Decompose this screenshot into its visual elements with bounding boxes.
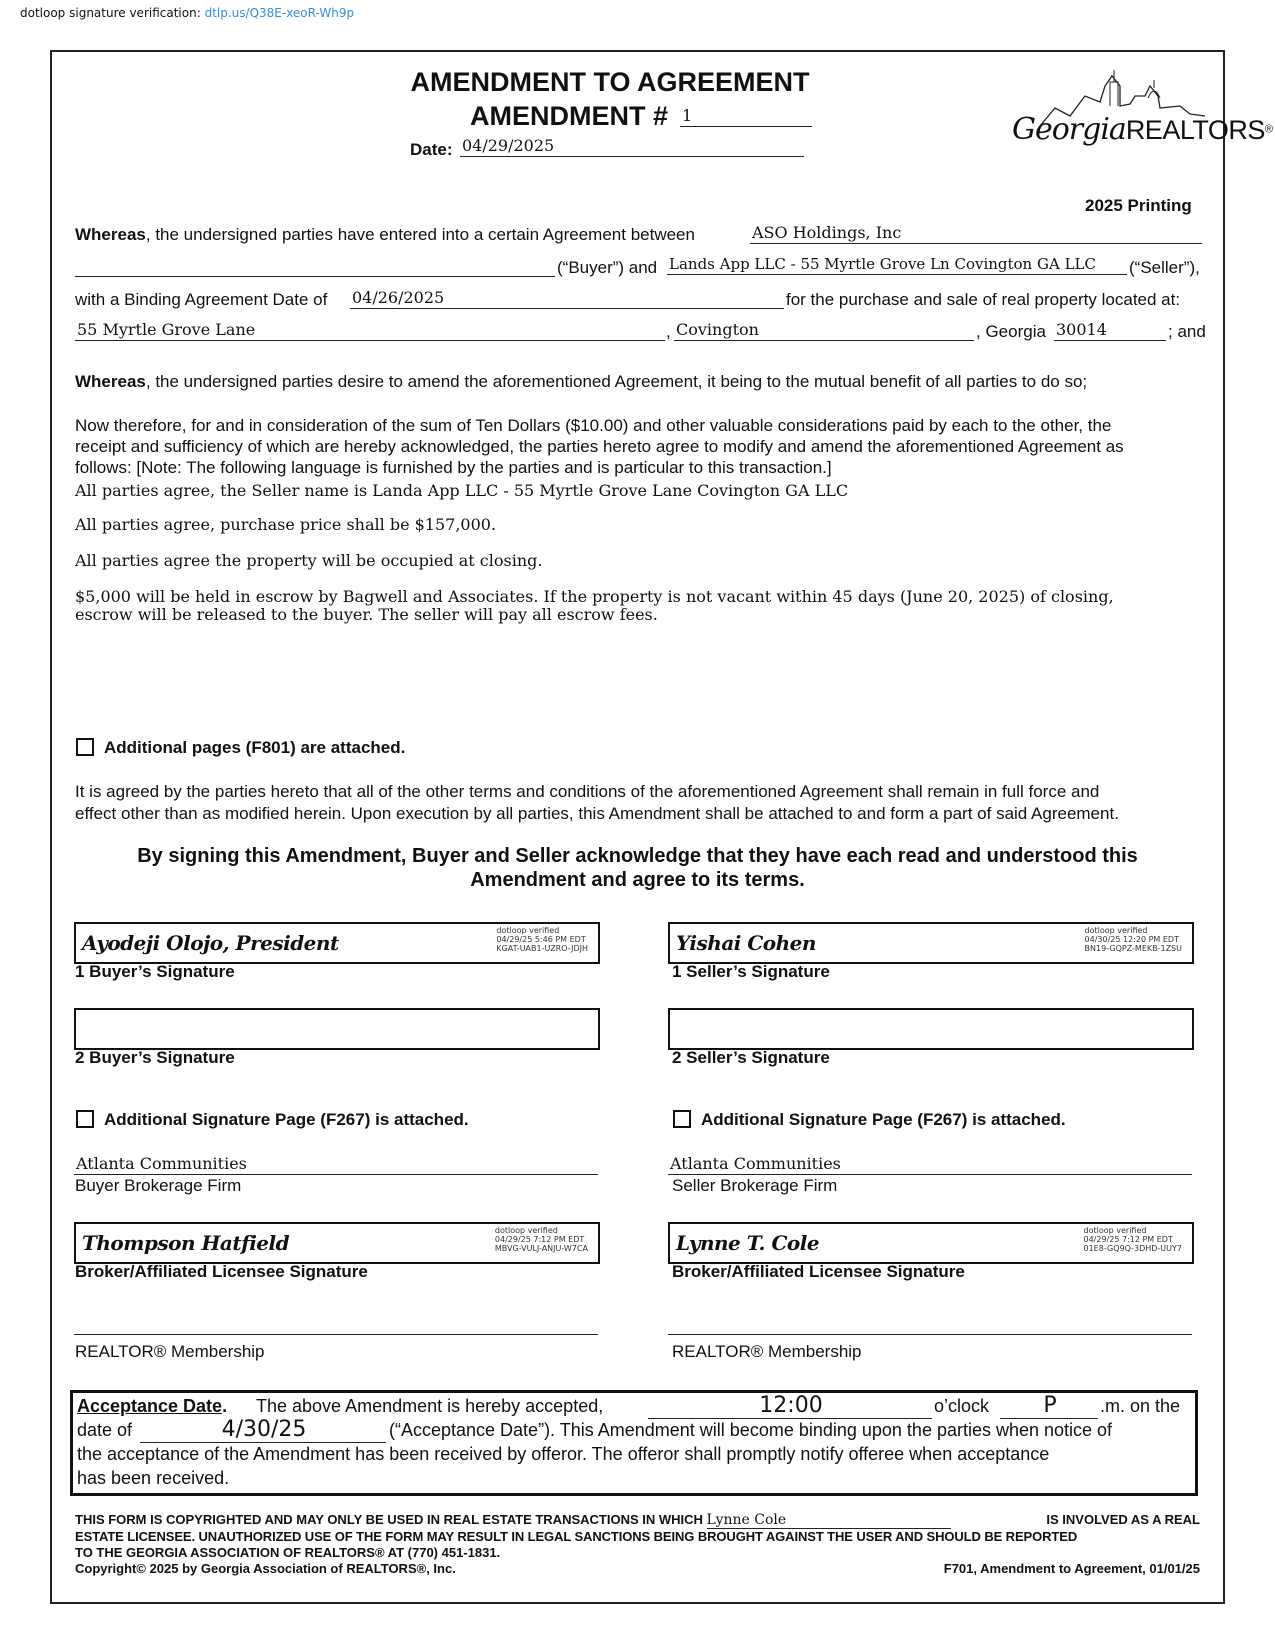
form-id: F701, Amendment to Agreement, 01/01/25 <box>943 1561 1200 1576</box>
seller-label: (“Seller”), <box>1129 258 1200 277</box>
verification-link[interactable]: dtlp.us/Q38E-xeoR-Wh9p <box>204 6 355 20</box>
acceptance-m-on-the: .m. on the <box>1100 1396 1181 1416</box>
buyer1-signature-label: 1 Buyer’s Signature <box>75 962 235 981</box>
seller-realtor-membership-label: REALTOR® Membership <box>672 1342 862 1361</box>
acceptance-text3: the acceptance of the Amendment has been received by offeror. The offeror shall promptly notify offeree when acceptance <box>77 1444 1050 1464</box>
acknowledge-line1: By signing this Amendment, Buyer and Seller acknowledge that they have each read and understood this <box>137 845 1138 867</box>
term-seller-name: All parties agree, the Seller name is Landa App LLC - 55 Myrtle Grove Lane Covington GA LLC <box>75 481 849 500</box>
purchase-label: for the purchase and sale of real property located at: <box>786 290 1181 309</box>
amendment-terms[interactable] <box>75 482 1215 624</box>
now-therefore-line1: Now therefore, for and in consideration of the sum of Ten Dollars ($10.00) and other valuable considerations paid by each to the other, the <box>75 416 1112 435</box>
binding-date-field[interactable]: 04/26/2025 <box>350 288 784 309</box>
seller1-signature-label: 1 Seller’s Signature <box>672 962 830 981</box>
seller1-signature: Yishai Cohen <box>676 931 816 955</box>
date-label: Date: <box>410 140 453 159</box>
acceptance-text1: The above Amendment is hereby accepted, <box>256 1396 604 1416</box>
buyer-name-field[interactable]: ASO Holdings, Inc <box>750 223 1202 244</box>
whereas-mutual-benefit: Whereas, the undersigned parties desire to amend the aforementioned Agreement, it being to the mutual benefit of all parties to do so; <box>75 372 1088 391</box>
verification-bar <box>20 6 354 20</box>
logo-realtors: REALTORS <box>1125 115 1265 145</box>
seller-additional-signature-label: Additional Signature Page (F267) is attached. <box>701 1110 1066 1129</box>
whereas-intro: Whereas, the undersigned parties have entered into a certain Agreement between <box>75 225 695 244</box>
and-label: ; and <box>1168 322 1206 341</box>
now-therefore-line2: receipt and sufficiency of which are hereby acknowledged, the parties hereto agree to modify and amend the aforementioned Agreement as <box>75 437 1124 456</box>
seller-brokerage-firm-label: Seller Brokerage Firm <box>672 1176 838 1195</box>
buyer-broker-signature-label: Broker/Affiliated Licensee Signature <box>75 1262 368 1281</box>
buyer-realtor-membership-label: REALTOR® Membership <box>75 1342 265 1361</box>
seller2-signature-label: 2 Seller’s Signature <box>672 1048 830 1067</box>
buyer-name-continuation-line <box>75 276 555 277</box>
seller-additional-signature-checkbox[interactable] <box>673 1110 691 1128</box>
acceptance-text4: has been received. <box>77 1468 230 1488</box>
buyer-additional-signature-checkbox[interactable] <box>76 1110 94 1128</box>
acceptance-title: Acceptance Date. <box>77 1396 228 1416</box>
licensee-field[interactable]: Lynne Cole <box>707 1512 951 1529</box>
footer-copyright-notice: THIS FORM IS COPYRIGHTED AND MAY ONLY BE USED IN REAL ESTATE TRANSACTIONS IN WHICH Lynne Cole IS INVOLVED AS A REAL ESTATE LICENSEE. UNAUTHORIZED USE OF THE FORM MAY RESULT IN LEGAL SANCTIONS BEING BROUGHT AGAINST THE USER AND SHOULD BE REPORTED TO THE GEORGIA ASSOCIATION OF REALTORS® AT (770) 451-1831. Copyright© 2025 by Georgia Association of REALTORS®, Inc. F701, Amendment to Agreement, 01/01/25 <box>75 1512 1200 1576</box>
seller1-signature-box[interactable] <box>668 922 1194 964</box>
georgia-realtors-logo <box>1010 66 1273 166</box>
term-purchase-price: All parties agree, purchase price shall be $157,000. <box>75 515 497 534</box>
acknowledge-line2: Amendment and agree to its terms. <box>470 869 805 891</box>
city-field[interactable]: Covington <box>674 320 974 341</box>
now-therefore-line3: follows: [Note: The following language is furnished by the parties and is particular to this transaction.] <box>75 458 832 477</box>
logo-reg: ® <box>1264 123 1273 136</box>
form-border <box>50 50 1225 1604</box>
term-occupied: All parties agree the property will be occupied at closing. <box>75 551 543 570</box>
printing-year: 2025 Printing <box>1085 196 1192 215</box>
acceptance-date-of: date of <box>77 1420 133 1440</box>
seller-broker-signature-label: Broker/Affiliated Licensee Signature <box>672 1262 965 1281</box>
buyer-brokerage-firm-field[interactable]: Atlanta Communities <box>74 1154 598 1175</box>
term-escrow-line1: $5,000 will be held in escrow by Bagwell and Associates. If the property is not vacant within 45 days (June 20, 2025) of closing, <box>75 587 1114 606</box>
logo-georgia: Georgia <box>1012 112 1126 147</box>
buyer-brokerage-firm-label: Buyer Brokerage Firm <box>75 1176 242 1195</box>
remain-line2: effect other than as modified herein. Upon execution by all parties, this Amendment shall be attached to and form a part of said Agreement. <box>75 804 1119 823</box>
buyer1-signature-box[interactable] <box>74 922 600 964</box>
amendment-number-field[interactable]: 1 <box>680 106 812 127</box>
term-escrow-line2: escrow will be released to the buyer. The seller will pay all escrow fees. <box>75 605 658 624</box>
acceptance-date-field[interactable]: 4/30/25 <box>140 1418 386 1443</box>
zip-field[interactable]: 30014 <box>1054 320 1166 341</box>
binding-label: with a Binding Agreement Date of <box>75 290 328 309</box>
seller-brokerage-firm-field[interactable]: Atlanta Communities <box>668 1154 1192 1175</box>
seller-broker-verification: dotloop verified 04/29/25 7:12 PM EDT 01E8-GQ9Q-3DHD-UUY7 <box>1083 1226 1182 1253</box>
address-comma: , <box>666 322 671 341</box>
acceptance-time-field[interactable]: 12:00 <box>648 1394 932 1419</box>
state-label: , Georgia <box>976 322 1046 341</box>
seller-realtor-membership-line[interactable] <box>668 1334 1192 1335</box>
acceptance-text2: (“Acceptance Date”). This Amendment will become binding upon the parties when notice of <box>389 1420 1113 1440</box>
seller-name-field[interactable]: Lands App LLC - 55 Myrtle Grove Ln Covington GA LLC <box>667 254 1127 275</box>
form-title: AMENDMENT TO AGREEMENT <box>410 67 810 97</box>
buyer-broker-signature: Thompson Hatfield <box>82 1231 290 1255</box>
acceptance-oclock: o’clock <box>934 1396 990 1416</box>
seller1-verification: dotloop verified 04/30/25 12:20 PM EDT BN19-GQPZ-MEKB-1ZSU <box>1084 926 1182 953</box>
buyer-label: (“Buyer”) and <box>557 258 658 277</box>
verification-label: dotloop signature verification: <box>20 6 201 20</box>
seller-broker-signature: Lynne T. Cole <box>676 1231 820 1255</box>
seller-broker-signature-box[interactable] <box>668 1222 1194 1264</box>
seller2-signature-box[interactable] <box>668 1008 1194 1050</box>
additional-pages-label: Additional pages (F801) are attached. <box>104 738 406 757</box>
buyer-broker-signature-box[interactable] <box>74 1222 600 1264</box>
buyer-realtor-membership-line[interactable] <box>74 1334 598 1335</box>
copyright: Copyright© 2025 by Georgia Association of REALTORS®, Inc. <box>75 1561 456 1576</box>
buyer-additional-signature-label: Additional Signature Page (F267) is attached. <box>104 1110 469 1129</box>
buyer2-signature-label: 2 Buyer’s Signature <box>75 1048 235 1067</box>
acceptance-ampm-field[interactable]: P <box>1000 1394 1098 1419</box>
buyer1-signature: Ayodeji Olojo, President <box>82 931 339 955</box>
remain-line1: It is agreed by the parties hereto that all of the other terms and conditions of the aforementioned Agreement shall remain in full force and <box>75 782 1100 801</box>
buyer2-signature-box[interactable] <box>74 1008 600 1050</box>
address-field[interactable]: 55 Myrtle Grove Lane <box>75 320 665 341</box>
buyer-broker-verification: dotloop verified 04/29/25 7:12 PM EDT MBVG-VULJ-ANJU-W7CA <box>494 1226 588 1253</box>
buyer1-verification: dotloop verified 04/29/25 5:46 PM EDT KGAT-UAB1-UZRO-JDJH <box>496 926 588 953</box>
amendment-number-label: AMENDMENT # <box>470 101 669 131</box>
additional-pages-checkbox[interactable] <box>76 738 94 756</box>
date-field[interactable]: 04/29/2025 <box>460 136 804 157</box>
